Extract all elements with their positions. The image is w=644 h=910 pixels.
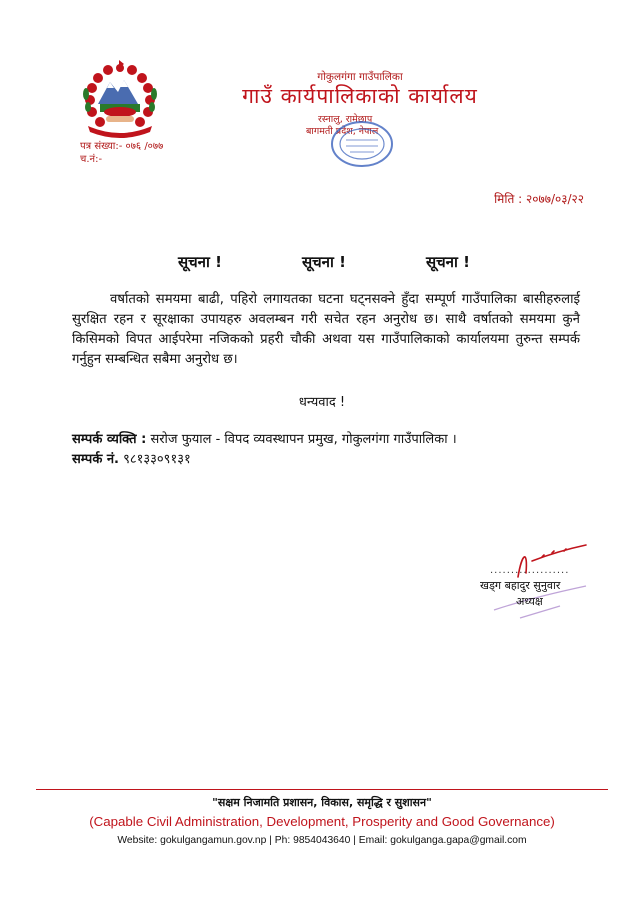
signature-dots: ................... [490,565,570,576]
contact-person-value: सरोज फुयाल - विपद व्यवस्थापन प्रमुख, गोकुलगंगा गाउँपालिका । [150,432,457,447]
letter-date: मिति : २०७७/०३/२२ [494,192,584,206]
signatory-title: अध्यक्ष [516,595,543,608]
motto-nepali: "सक्षम निजामति प्रशासन, विकास, समृद्धि र सुशासन" [212,796,432,809]
reference-block [80,140,163,166]
contact-number-value: ९८१३३०९१३१ [123,452,191,467]
notice-word-3: सूचना ! [426,253,470,271]
contact-block [72,430,457,470]
municipality-name: गोकुलगंगा गाउँपालिका [317,71,403,83]
contact-number-line [72,450,457,470]
contact-number-label: सम्पर्क नं. [72,452,119,467]
address-line-1: रस्नालु, रामेछाप [318,114,373,125]
motto-english: (Capable Civil Administration, Development, Prosperity and Good Governance) [89,814,555,829]
footer-divider [36,789,608,790]
notice-word-1: सूचना ! [178,253,222,271]
address-line-2: बागमती प्रदेश, नेपाल [306,126,379,137]
dispatch-number: च.नं:- [80,154,103,165]
office-stamp-icon [322,112,402,176]
footer-contact-line: Website: gokulgangamun.gov.np | Ph: 9854043640 | Email: gokulganga.gapa@gmail.com [117,835,527,846]
notice-body [72,290,580,370]
contact-person-label: सम्पर्क व्यक्ति : [72,432,147,447]
body-paragraph: वर्षातको समयमा बाढी, पहिरो लगायतका घटना घट्नसक्ने हुँदा सम्पूर्ण गाउँपालिका बासीहरुलाई सुरक्षित रहन र सूरक्षाका उपायहरु अवलम्बन गरी सचेत रहन अनुरोध छ। साथै वर्षातको समयमा कुनै किसिमको विपत आईपरेमा नजिकको प्रहरी चौकी अथवा यस गाउँपालिकाको कार्यालयमा तुरुन्त सम्पर्क गर्नुहुन सम्बन्धित सबैमा अनुरोध छ। [72,292,580,367]
office-title: गाउँ कार्यपालिकाको कार्यालय [242,84,478,108]
letter-number: पत्र संख्या:- ०७६ /०७७ [80,141,164,152]
notice-word-2: सूचना ! [302,253,346,271]
contact-person-line [72,430,457,450]
thanks-text: धन्यवाद ! [298,395,346,410]
handwritten-signature-icon [498,543,590,583]
signatory-name: खड्ग बहादुर सुनुवार [480,579,561,592]
